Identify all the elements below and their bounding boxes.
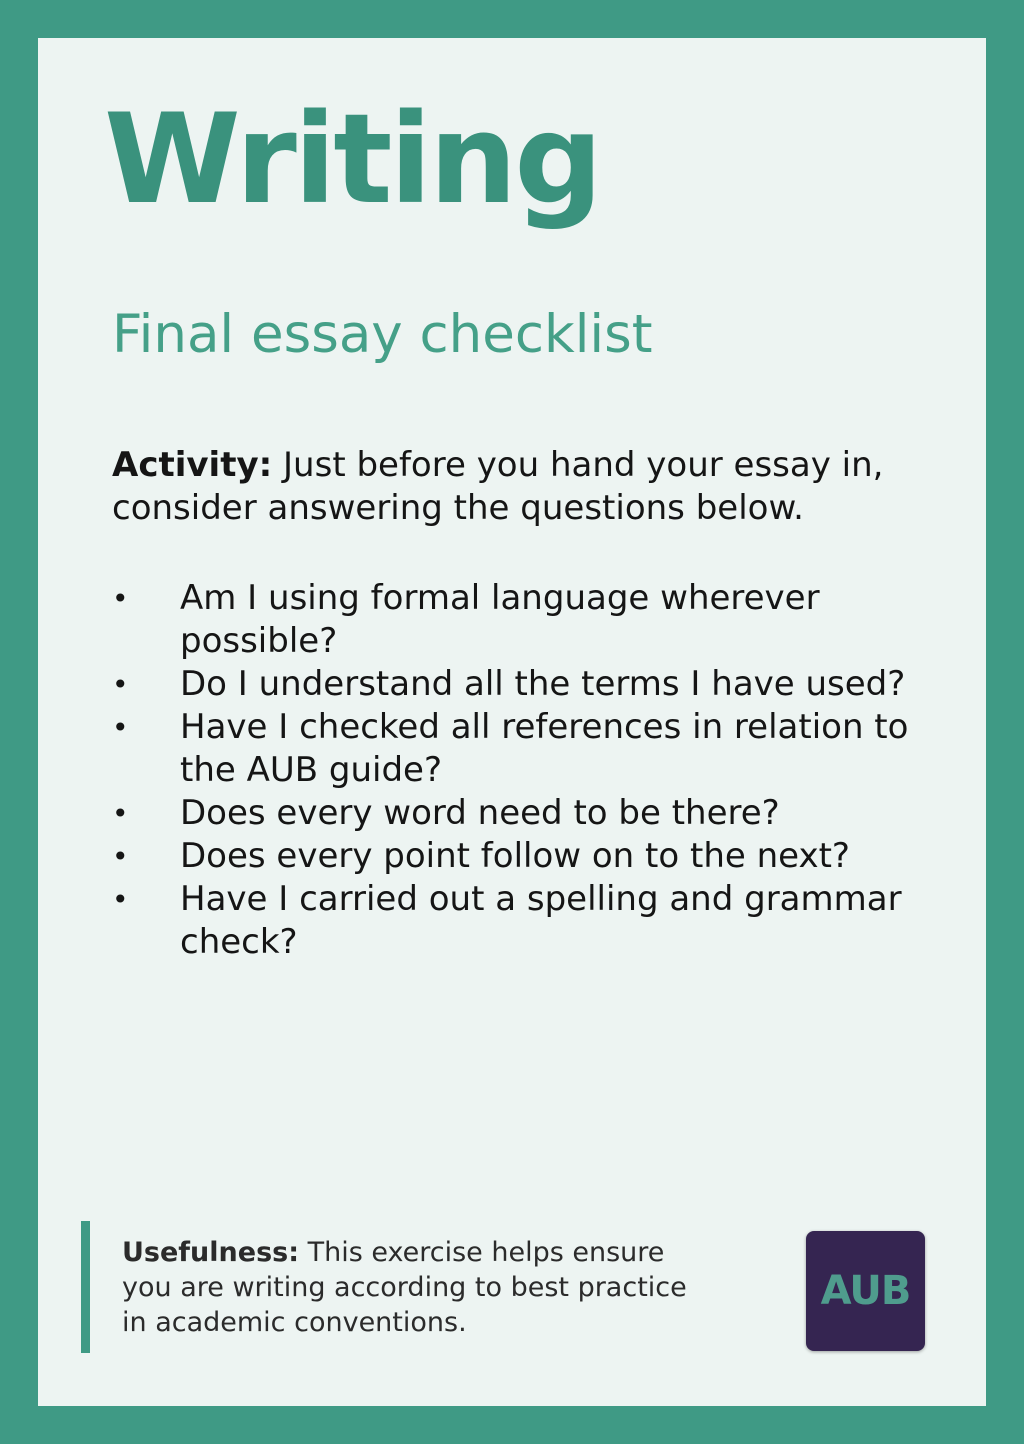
list-item [112,577,932,663]
category-title: Writing [104,88,601,232]
list-item-text: Does every point follow on to the next? [180,836,850,876]
aub-logo [806,1231,925,1351]
bullet-icon: • [112,582,129,615]
checklist [112,577,932,964]
usefulness-text: This exercise helps ensure you are writing according to best practice in academic conventions. [122,1237,687,1338]
page-title: Final essay checklist [112,304,653,365]
usefulness-accent-bar [81,1221,90,1353]
checklist-card [38,38,986,1406]
list-item [112,663,932,706]
bullet-icon: • [112,668,129,701]
list-item [112,792,932,835]
usefulness-label: Usefulness: [122,1237,300,1268]
bullet-icon: • [112,797,129,830]
activity-paragraph [112,444,912,530]
activity-text: Just before you hand your essay in, consider answering the questions below. [112,445,884,528]
list-item-text: Does every word need to be there? [180,793,780,833]
activity-label: Activity: [112,445,273,485]
logo-text: AUB [820,1268,911,1314]
list-item-text: Do I understand all the terms I have used? [180,664,906,704]
list-item [112,706,932,792]
bullet-icon: • [112,711,129,744]
list-item-text: Have I checked all references in relation to the AUB guide? [180,707,909,790]
list-item-text: Am I using formal language wherever possible? [180,578,820,661]
list-item [112,835,932,878]
list-item-text: Have I carried out a spelling and grammar check? [180,879,902,962]
bullet-icon: • [112,840,129,873]
usefulness-note [122,1235,702,1340]
bullet-icon: • [112,883,129,916]
list-item [112,878,932,964]
